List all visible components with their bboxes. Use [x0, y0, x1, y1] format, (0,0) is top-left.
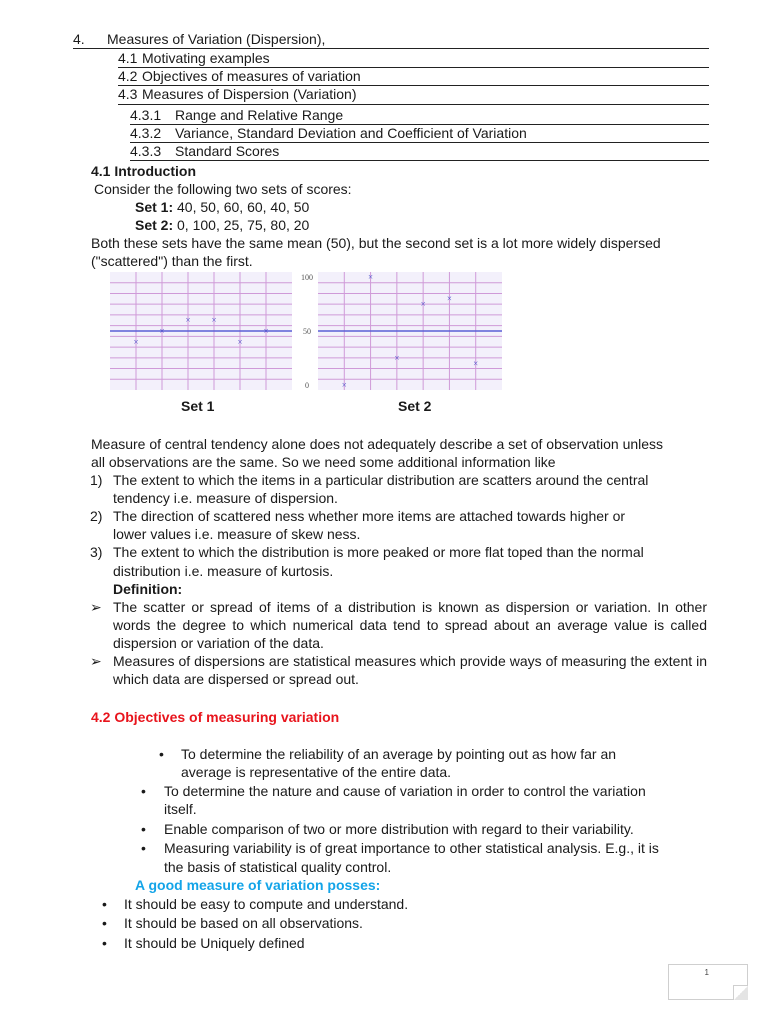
good-measure-item: It should be based on all observations. — [124, 915, 363, 931]
set2-scatter-plot — [318, 272, 502, 390]
section-heading-objectives: 4.2 Objectives of measuring variation — [91, 709, 340, 725]
set1-values: 40, 50, 60, 60, 40, 50 — [173, 199, 310, 215]
toc-l3-title: Range and Relative Range — [175, 107, 344, 123]
toc-l3-title: Standard Scores — [175, 143, 280, 159]
list-item-line: lower values i.e. measure of skew ness. — [113, 526, 361, 542]
data-point: × — [420, 299, 426, 309]
y-tick-label: 50 — [303, 327, 311, 336]
bullet-icon: • — [141, 821, 146, 837]
list-item-line: The direction of scattered ness whether more items are attached towards higher or — [113, 508, 626, 524]
set2-chart-label: Set 2 — [398, 398, 432, 414]
bullet-icon: • — [102, 896, 107, 912]
objective-line: To determine the reliability of an average by pointing out as how far an — [181, 746, 617, 762]
mean-text-line2: ("scattered") than the first. — [91, 253, 253, 269]
toc-l3-number: 4.3.1 — [130, 107, 162, 123]
good-measure-heading: A good measure of variation posses: — [135, 877, 381, 893]
list-item-line: The extent to which the distribution is more peaked or more flat toped than the normal — [113, 544, 644, 560]
toc-l2-number: 4.1 — [118, 50, 138, 66]
page-number: 1 — [704, 968, 709, 977]
toc-l3-title: Variance, Standard Deviation and Coefficient of Variation — [175, 125, 527, 141]
toc-rule — [130, 160, 709, 161]
toc-l2-title: Motivating examples — [142, 50, 270, 66]
toc-l3-number: 4.3.2 — [130, 125, 162, 141]
bullet-icon: • — [102, 915, 107, 931]
data-point: × — [237, 336, 243, 347]
objective-line: itself. — [164, 801, 197, 817]
toc-l2-number: 4.3 — [118, 86, 138, 102]
good-measure-item: It should be easy to compute and understand. — [124, 896, 409, 912]
set1-label: Set 1: — [135, 199, 174, 215]
set2-label: Set 2: — [135, 217, 174, 233]
toc-l2-number: 4.2 — [118, 68, 138, 84]
y-tick-label: 100 — [301, 273, 313, 282]
toc-l2-title: Objectives of measures of variation — [142, 68, 361, 84]
page-number-box — [668, 964, 748, 1000]
objective-line: average is representative of the entire data. — [181, 764, 452, 780]
definition-text: Measures of dispersions are statistical measures which provide ways of measuring the extent in which data are dispersed or spread out. — [113, 653, 707, 688]
set2-line — [135, 216, 309, 234]
good-measure-item: It should be Uniquely defined — [124, 935, 305, 951]
toc-main-number: 4. — [73, 31, 85, 47]
data-point: × — [159, 326, 165, 336]
definition-text: The scatter or spread of items of a distribution is known as dispersion or variation. In other words the degree to which numerical data tend to spread about an average value is called dispersion or variation of the data. — [113, 599, 707, 652]
list-item-line: tendency i.e. measure of dispersion. — [113, 490, 338, 506]
set1-line — [135, 198, 309, 216]
y-tick-label: 0 — [305, 381, 309, 390]
bullet-icon: • — [141, 783, 146, 799]
data-point: × — [368, 272, 374, 282]
data-point: × — [263, 326, 269, 336]
set2-values: 0, 100, 25, 75, 80, 20 — [173, 217, 310, 233]
intro-lead: Consider the following two sets of scores: — [94, 181, 352, 197]
list-item-number: 3) — [90, 544, 103, 560]
toc-rule — [118, 104, 709, 105]
toc-main-title: Measures of Variation (Dispersion), — [107, 31, 326, 47]
toc-l2-title: Measures of Dispersion (Variation) — [142, 86, 357, 102]
mean-text-line1: Both these sets have the same mean (50), but the second set is a lot more widely dispersed — [91, 235, 661, 251]
set1-scatter-plot — [110, 272, 292, 390]
toc-l3-number: 4.3.3 — [130, 143, 162, 159]
objective-line: the basis of statistical quality control. — [164, 859, 392, 875]
set2-chart — [318, 272, 502, 390]
data-point: × — [211, 315, 217, 326]
set1-chart-label: Set 1 — [181, 398, 215, 414]
list-item-line: distribution i.e. measure of kurtosis. — [113, 563, 334, 579]
bullet-icon: • — [141, 840, 146, 856]
arrow-bullet-icon: ➢ — [90, 599, 102, 615]
definition-heading: Definition: — [113, 581, 183, 597]
dispersion-para-line2: all observations are the same. So we need some additional information like — [91, 454, 556, 470]
dispersion-para-line1: Measure of central tendency alone does not adequately describe a set of observation unless — [91, 436, 664, 452]
set1-chart — [110, 272, 292, 390]
list-item-number: 2) — [90, 508, 103, 524]
data-point: × — [133, 336, 139, 347]
objective-line: Enable comparison of two or more distribution with regard to their variability. — [164, 821, 634, 837]
bullet-icon: • — [102, 935, 107, 951]
data-point: × — [446, 293, 452, 304]
data-point: × — [394, 353, 400, 363]
data-point: × — [473, 358, 479, 369]
data-point: × — [185, 315, 191, 326]
page-fold-icon — [733, 985, 748, 1000]
objective-line: Measuring variability is of great importance to other statistical analysis. E.g., it is — [164, 840, 659, 856]
list-item-line: The extent to which the items in a particular distribution are scatters around the central — [113, 472, 649, 488]
list-item-number: 1) — [90, 472, 103, 488]
data-point: × — [341, 380, 347, 390]
chart-y-axis-labels — [296, 272, 318, 390]
y-axis-ticks — [296, 272, 318, 390]
section-heading-introduction: 4.1 Introduction — [91, 163, 196, 179]
bullet-icon: • — [159, 746, 164, 762]
arrow-bullet-icon: ➢ — [90, 653, 102, 669]
objective-line: To determine the nature and cause of variation in order to control the variation — [164, 783, 646, 799]
